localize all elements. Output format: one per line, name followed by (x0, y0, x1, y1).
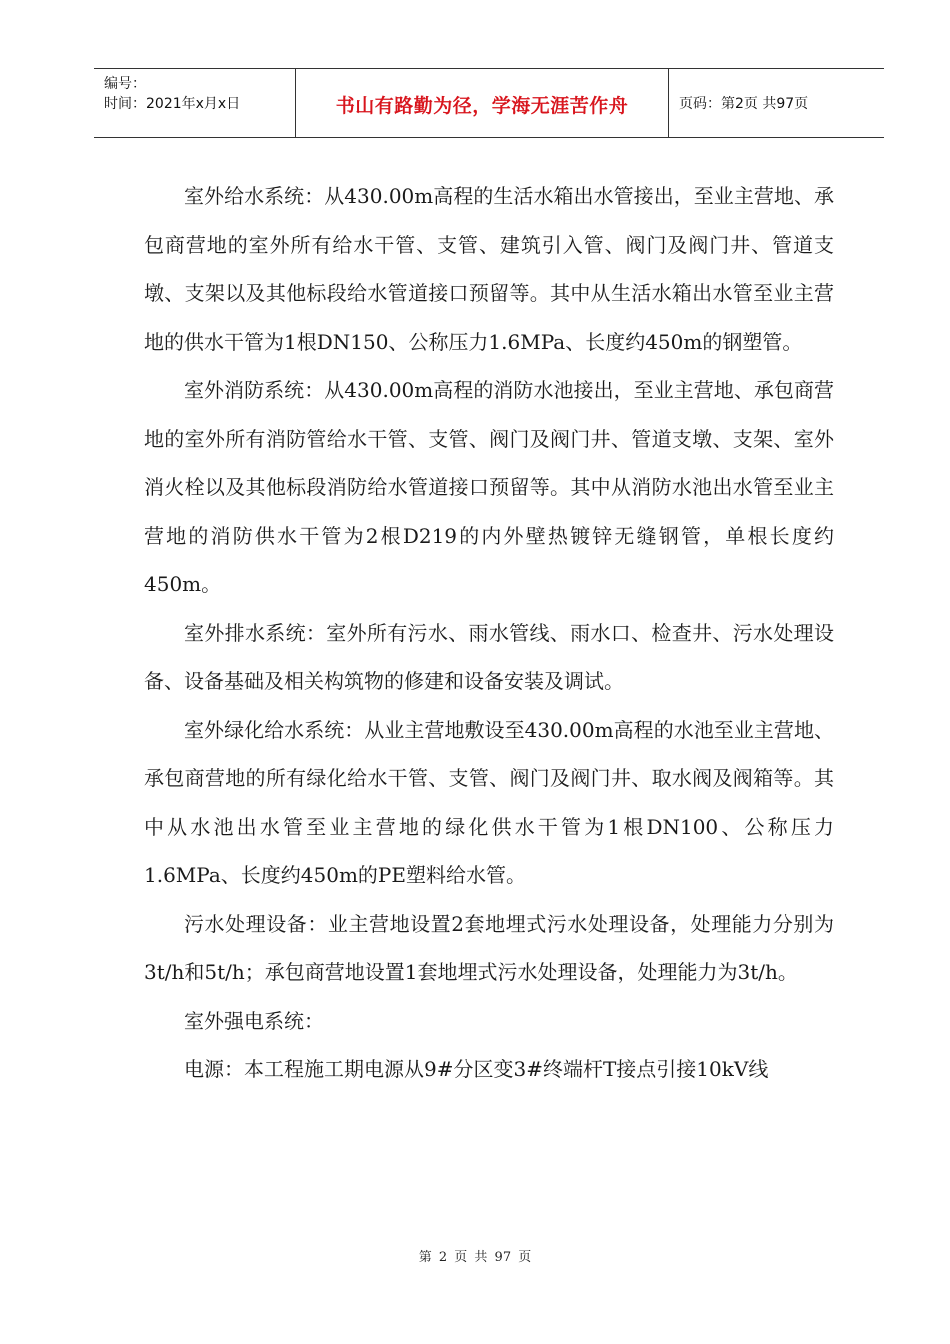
header-motto-cell (296, 69, 669, 137)
paragraph-sewage-equipment: 污水处理设备：业主营地设置2套地埋式污水处理设备，处理能力分别为3t/h和5t/h；承包商营地设置1套地埋式污水处理设备，处理能力为3t/h。 (144, 911, 834, 984)
document-header (94, 68, 884, 138)
document-time-label: 时间：2021年x月x日 (104, 96, 241, 112)
header-page-info: 页码：第2页 共97页 (679, 96, 809, 112)
document-number-label: 编号： (104, 76, 146, 92)
header-meta-cell (94, 69, 296, 137)
paragraph-water-supply: 室外给水系统：从430.00m高程的生活水箱出水管接出，至业主营地、承包商营地的室外所有给水干管、支管、建筑引入管、阀门及阀门井、管道支墩、支架以及其他标段给水管道接口预留等。其中从生活水箱出水管至业主营地的供水干管为1根DN150、公称压力1.6MPa、长度约450m的钢塑管。 (144, 184, 834, 354)
paragraph-power-source: 电源：本工程施工期电源从9#分区变3#终端杆T接点引接10kV线 (184, 1057, 769, 1081)
document-body (144, 172, 834, 1094)
paragraph-power-heading: 室外强电系统： (184, 1008, 324, 1033)
paragraph-greening-water: 室外绿化给水系统：从业主营地敷设至430.00m高程的水池至业主营地、承包商营地的所有绿化给水干管、支管、阀门及阀门井、取水阀及阀箱等。其中从水池出水管至业主营地的绿化供水干管为1根DN100、公称压力1.6MPa、长度约450m的PE塑料给水管。 (144, 717, 834, 887)
header-page-cell (669, 69, 884, 137)
header-motto: 书山有路勤为径，学海无涯苦作舟 (335, 95, 629, 117)
paragraph-fire-protection: 室外消防系统：从430.00m高程的消防水池接出，至业主营地、承包商营地的室外所有消防管给水干管、支管、阀门及阀门井、管道支墩、支架、室外消火栓以及其他标段消防给水管道接口预留等。其中从消防水池出水管至业主营地的消防供水干管为2根D219的内外壁热镀锌无缝钢管，单根长度约450m。 (144, 378, 834, 596)
page-footer: 第 2 页 共 97 页 (418, 1250, 532, 1265)
paragraph-drainage: 室外排水系统：室外所有污水、雨水管线、雨水口、检查井、污水处理设备、设备基础及相关构筑物的修建和设备安装及调试。 (144, 620, 834, 693)
